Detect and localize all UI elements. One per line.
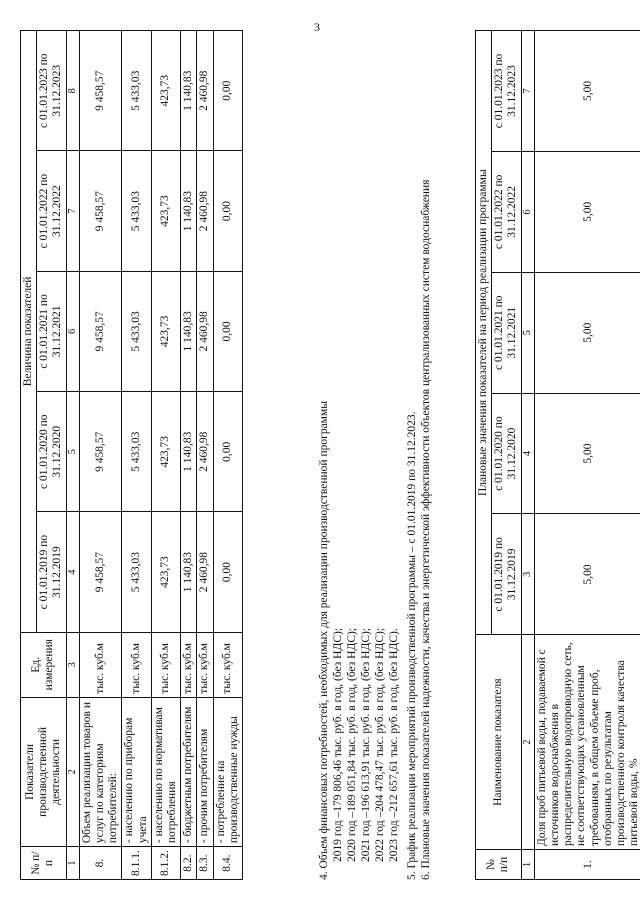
row-value: 5 433,03 — [122, 151, 151, 271]
table-row — [79, 31, 122, 880]
row-num: 8.2. — [181, 847, 197, 880]
header-group: Плановые значения показателей на период реализации программы — [476, 31, 492, 635]
row-value: 1 140,83 — [181, 271, 197, 391]
header-period: с 01.01.2020 по 31.12.2020 — [37, 392, 66, 512]
table-header-row — [21, 31, 37, 880]
index-cell: 4 — [66, 512, 79, 632]
index-cell: 3 — [521, 514, 534, 635]
index-cell: 5 — [66, 392, 79, 512]
table-index-row — [66, 31, 79, 880]
index-cell: 6 — [521, 151, 534, 272]
row-num: 8.1.1. — [122, 847, 151, 880]
index-cell: 1 — [521, 850, 534, 880]
row-value: 423,73 — [151, 151, 180, 271]
row-num: 1. — [534, 850, 640, 880]
section-4-line: 2021 год –196 613,91 тыс. руб. в год, (без НДС); — [360, 627, 372, 862]
row-value: 5,00 — [534, 393, 640, 514]
row-name: Доля проб питьевой воды, подаваемой с источников водоснабжения в распределительную водопроводную сеть, не соответствующих установленным требованиям, в общем объеме проб, отобранных по результатам производственного контроля качества питьевой воды, % — [534, 635, 640, 850]
row-num: 8.3. — [197, 847, 213, 880]
row-value: 9 458,57 — [79, 271, 122, 391]
row-num: 8. — [79, 847, 122, 880]
index-cell: 2 — [66, 697, 79, 846]
index-cell: 7 — [66, 151, 79, 271]
header-group: Величина показателей — [21, 31, 37, 633]
row-value: 2 460,98 — [197, 151, 213, 271]
row-value: 5,00 — [534, 514, 640, 635]
header-period: с 01.01.2020 по 31.12.2020 — [492, 393, 521, 514]
row-unit: тыс. куб.м — [79, 632, 122, 697]
row-value: 5 433,03 — [122, 271, 151, 391]
row-value: 0,00 — [213, 392, 242, 512]
index-cell: 3 — [66, 632, 79, 697]
row-name: - потребление на производственные нужды — [213, 697, 242, 846]
row-name: - бюджетным потребителям — [181, 697, 197, 846]
table-row — [122, 31, 151, 880]
index-cell: 7 — [521, 31, 534, 152]
section-4-line: 2019 год –179 806,46 тыс. руб. в год, (без НДС); — [332, 627, 344, 862]
header-name: Наименование показателя — [476, 635, 522, 850]
row-value: 2 460,98 — [197, 392, 213, 512]
row-value: 5,00 — [534, 272, 640, 393]
header-unit: Ед. измерения — [21, 632, 67, 697]
row-name: - населению по нормативам потребления — [151, 697, 180, 846]
index-cell: 5 — [521, 272, 534, 393]
row-value: 5 433,03 — [122, 31, 151, 151]
header-period: с 01.01.2023 по 31.12.2023 — [37, 31, 66, 151]
section-6-text: 6. Плановые значения показателей надежности, качества и энергетической эффективности объектов централизованных систем водоснабжения — [420, 179, 432, 880]
header-period: с 01.01.2019 по 31.12.2019 — [37, 512, 66, 632]
row-value: 0,00 — [213, 271, 242, 391]
header-period: с 01.01.2022 по 31.12.2022 — [492, 151, 521, 272]
header-num: № п/п — [21, 847, 67, 880]
index-cell: 1 — [66, 847, 79, 880]
table-row — [197, 31, 213, 880]
row-value: 423,73 — [151, 392, 180, 512]
index-cell: 4 — [521, 393, 534, 514]
header-period: с 01.01.2021 по 31.12.2021 — [492, 272, 521, 393]
row-value: 2 460,98 — [197, 271, 213, 391]
row-value: 9 458,57 — [79, 512, 122, 632]
header-period: с 01.01.2023 по 31.12.2023 — [492, 31, 521, 152]
row-value: 9 458,57 — [79, 151, 122, 271]
row-unit: тыс. куб.м — [151, 632, 180, 697]
row-value: 1 140,83 — [181, 392, 197, 512]
rotated-content — [20, 30, 640, 880]
row-value: 2 460,98 — [197, 512, 213, 632]
row-unit: тыс. куб.м — [122, 632, 151, 697]
index-cell: 2 — [521, 635, 534, 850]
section-4-line: 2023 год –212 657,61 тыс. руб. в год, (без НДС). — [388, 628, 400, 862]
row-num: 8.4. — [213, 847, 242, 880]
table-index-row — [521, 31, 534, 880]
header-num: № п/п — [476, 850, 522, 880]
production-indicators-table — [20, 30, 243, 880]
row-value: 1 140,83 — [181, 31, 197, 151]
table-row — [534, 31, 640, 880]
row-value: 1 140,83 — [181, 151, 197, 271]
row-value: 2 460,98 — [197, 31, 213, 151]
section-4-line: 2022 год –204 478,47 тыс. руб. в год, (без НДС); — [374, 627, 386, 862]
table-header-row — [476, 31, 492, 880]
index-cell: 8 — [66, 31, 79, 151]
section-5-text: 5. График реализации мероприятий производственной программы – с 01.01.2019 по 31.12.2023. — [406, 411, 418, 880]
row-value: 423,73 — [151, 31, 180, 151]
table-row — [151, 31, 180, 880]
table-row — [213, 31, 242, 880]
planned-values-table — [475, 30, 640, 880]
row-value: 5,00 — [534, 31, 640, 152]
row-value: 9 458,57 — [79, 31, 122, 151]
row-value: 0,00 — [213, 512, 242, 632]
page-number: 3 — [314, 20, 320, 34]
section-4-line: 2020 год –189 051,84 тыс. руб. в год, (без НДС); — [346, 627, 358, 862]
section-4-heading: 4. Объем финансовых потребностей, необходимых для реализации производственной программы — [318, 401, 330, 880]
table-row — [181, 31, 197, 880]
row-unit: тыс. куб.м — [213, 632, 242, 697]
header-period: с 01.01.2022 по 31.12.2022 — [37, 151, 66, 271]
row-name: Объем реализации товаров и услуг по категориям потребителей: — [79, 697, 122, 846]
row-value: 1 140,83 — [181, 512, 197, 632]
row-value: 423,73 — [151, 512, 180, 632]
row-unit: тыс. куб.м — [197, 632, 213, 697]
header-period: с 01.01.2019 по 31.12.2019 — [492, 514, 521, 635]
row-value: 0,00 — [213, 31, 242, 151]
row-value: 5,00 — [534, 151, 640, 272]
header-period: с 01.01.2021 по 31.12.2021 — [37, 271, 66, 391]
row-value: 423,73 — [151, 271, 180, 391]
row-name: - населению по приборам учета — [122, 697, 151, 846]
row-num: 8.1.2. — [151, 847, 180, 880]
row-name: - прочим потребителям — [197, 697, 213, 846]
row-value: 5 433,03 — [122, 512, 151, 632]
index-cell: 6 — [66, 271, 79, 391]
header-indicator: Показатели производственной деятельности — [21, 697, 67, 846]
row-unit: тыс. куб.м — [181, 632, 197, 697]
row-value: 5 433,03 — [122, 392, 151, 512]
row-value: 9 458,57 — [79, 392, 122, 512]
row-value: 0,00 — [213, 151, 242, 271]
